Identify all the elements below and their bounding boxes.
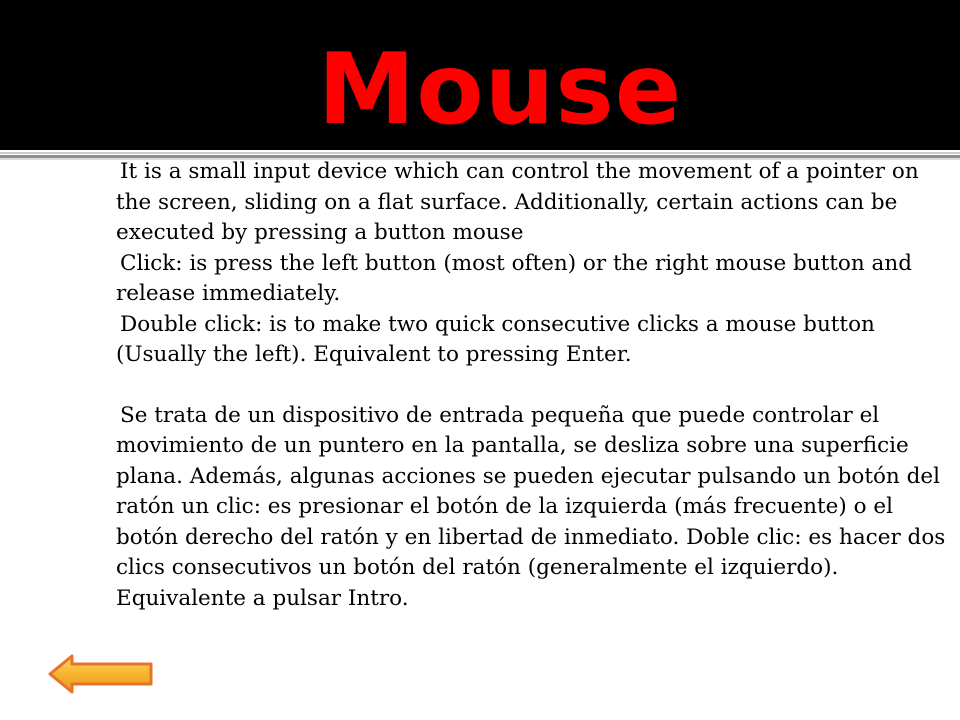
slide-title: Mouse xyxy=(317,33,683,147)
paragraph-definition-en: It is a small input device which can control the movement of a pointer on the screen, sliding on a flat surface. Additionally, certain actions can be executed by pressing a button mouse xyxy=(116,159,919,245)
title-divider-light xyxy=(0,152,960,154)
paragraph-double-click-en: Double click: is to make two quick consecutive clicks a mouse button (Usually the left). Equivalent to pressing Enter. xyxy=(116,311,875,367)
paragraph-definition-es: Se trata de un dispositivo de entrada pequeña que puede controlar el movimiento de un puntero en la pantalla, se desliza sobre una superficie plana. Además, algunas acciones se pueden ejecutar pulsando un botón del ratón un clic: es presionar el botón de la izquierda (más frecuente) o el botón derecho del ratón y en libertad de inmediato. Doble clic: es hacer dos clics consecutivos un botón del ratón (generalmente el izquierdo). Equivalente a pulsar Intro. xyxy=(116,402,946,611)
paragraph-click-en: Click: is press the left button (most often) or the right mouse button and release immediately. xyxy=(116,250,912,306)
back-button[interactable] xyxy=(46,653,156,695)
left-arrow-icon xyxy=(46,653,156,695)
body-text xyxy=(116,157,946,614)
paragraph-spacer xyxy=(116,371,946,401)
